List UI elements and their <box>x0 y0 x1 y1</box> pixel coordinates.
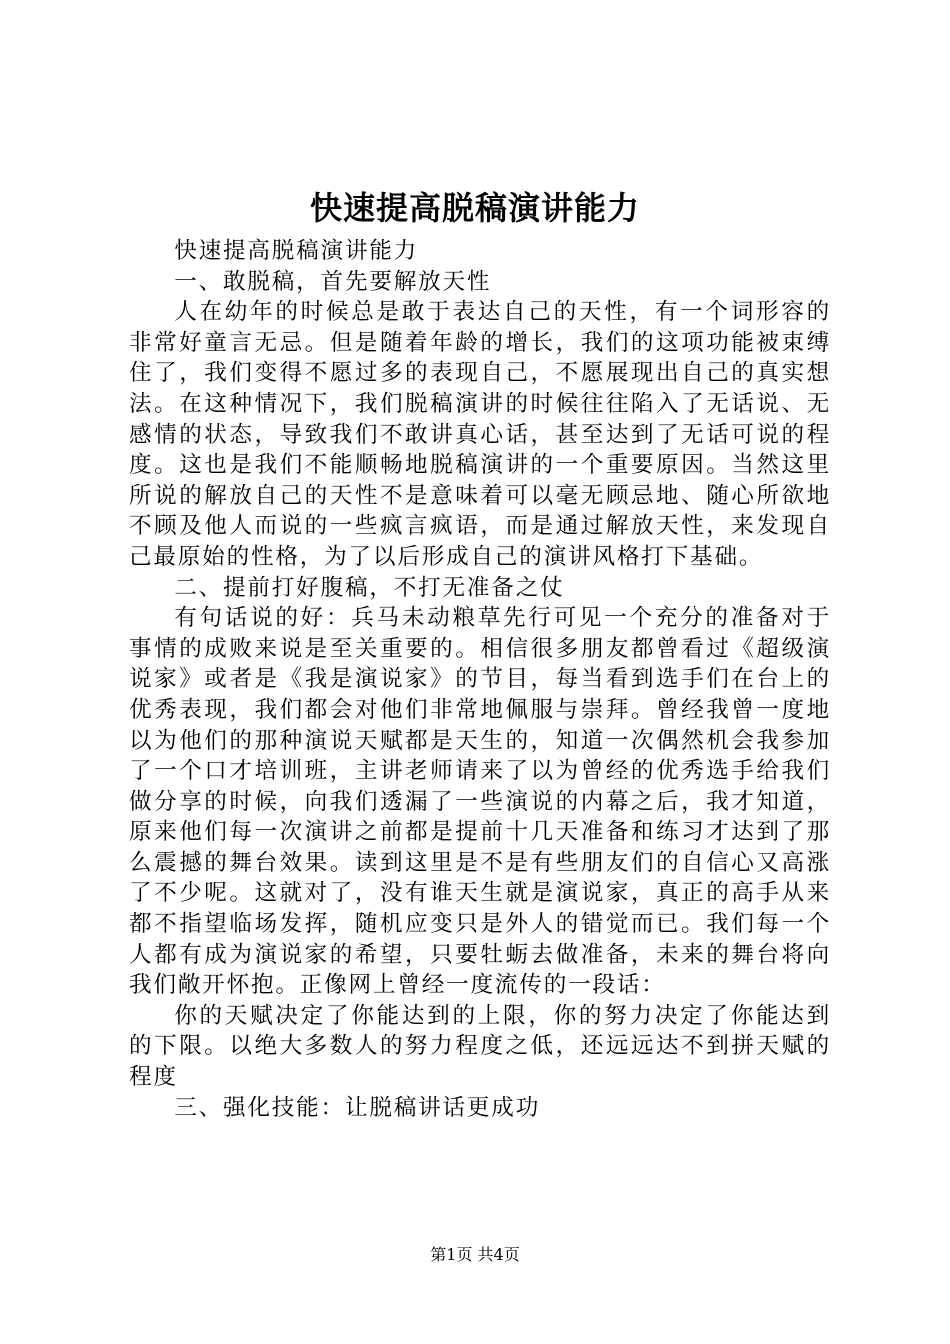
paragraph: 人在幼年的时候总是敢于表达自己的天性，有一个词形容的非常好童言无忌。但是随着年龄的增长，我们的这项功能被束缚住了，我们变得不愿过多的表现自己，不愿展现出自己的真实想法。在这种情况下，我们脱稿演讲的时候往往陷入了无话说、无感情的状态，导致我们不敢讲真心话，甚至达到了无话可说的程度。这也是我们不能顺畅地脱稿演讲的一个重要原因。当然这里所说的解放自己的天性不是意味着可以毫无顾忌地、随心所欲地不顾及他人而说的一些疯言疯语，而是通过解放天性，来发现自己最原始的性格，为了以后形成自己的演讲风格打下基础。 <box>129 299 831 570</box>
section-heading-2: 二、提前打好腹稿，不打无准备之仗 <box>174 574 565 601</box>
paragraph: 有句话说的好：兵马未动粮草先行可见一个充分的准备对于事情的成败来说是至关重要的。相信很多朋友都曾看过《超级演说家》或者是《我是演说家》的节目，每当看到选手们在台上的优秀表现，我们都会对他们非常地佩服与崇拜。曾经我曾一度地以为他们的那种演说天赋都是天生的，知道一次偶然机会我参加了一个口才培训班，主讲老师请来了以为曾经的优秀选手给我们做分享的时候，向我们透漏了一些演说的内幕之后，我才知道，原来他们每一次演讲之前都是提前十几天准备和练习才达到了那么震撼的舞台效果。读到这里是不是有些朋友们的自信心又高涨了不少呢。这就对了，没有谁天生就是演说家，真正的高手从来都不指望临场发挥，随机应变只是外人的错觉而已。我们每一个人都有成为演说家的希望，只要牡蛎去做准备，未来的舞台将向我们敞开怀抱。正像网上曾经一度流传的一段话： <box>129 605 831 999</box>
paragraph: 你的天赋决定了你能达到的上限，你的努力决定了你能达到的下限。以绝大多数人的努力程度之低，还远远达不到拼天赋的程度 <box>129 1002 831 1091</box>
page-footer: 第1页 共4页 <box>430 1245 520 1264</box>
document-body <box>129 236 831 1123</box>
section-heading-3: 三、强化技能：让脱稿讲话更成功 <box>174 1094 541 1121</box>
section-heading-1: 一、敢脱稿，首先要解放天性 <box>174 268 492 295</box>
paragraph-subtitle: 快速提高脱稿演讲能力 <box>174 238 419 264</box>
document-title: 快速提高脱稿演讲能力 <box>309 189 640 227</box>
